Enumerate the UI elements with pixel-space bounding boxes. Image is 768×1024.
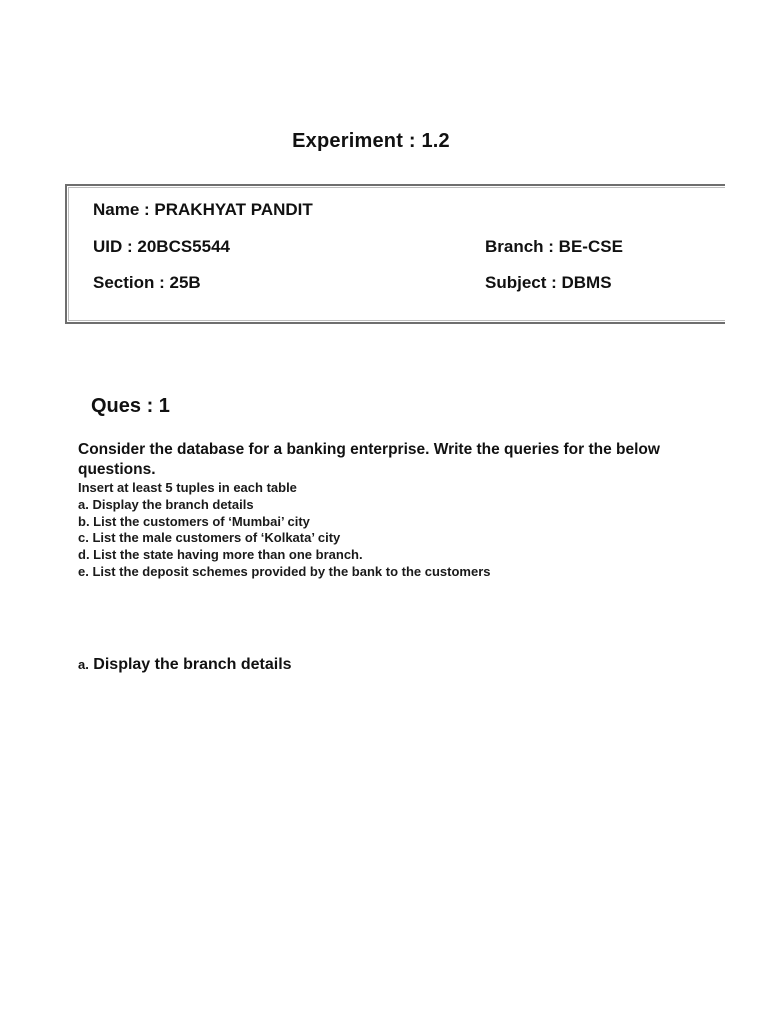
answer-subheading-prefix: a. bbox=[78, 657, 89, 672]
list-item: a. Display the branch details bbox=[78, 496, 254, 512]
list-item: d. List the state having more than one branch. bbox=[78, 547, 363, 563]
student-section: Section : 25B bbox=[93, 273, 201, 292]
list-item: c. List the male customers of ‘Kolkata’ city bbox=[78, 530, 341, 546]
list-item: Insert at least 5 tuples in each table bbox=[78, 480, 297, 495]
list-item: b. List the customers of ‘Mumbai’ city bbox=[78, 513, 310, 529]
student-info-box bbox=[65, 184, 725, 324]
student-branch: Branch : BE-CSE bbox=[485, 237, 623, 256]
question-list bbox=[78, 480, 688, 581]
answer-subheading-text: Display the branch details bbox=[88, 656, 292, 673]
answer-subheading bbox=[78, 656, 292, 674]
student-name: Name : PRAKHYAT PANDIT bbox=[93, 200, 313, 219]
student-uid: UID : 20BCS5544 bbox=[93, 237, 231, 256]
question-intro: Consider the database for a banking enterprise. Write the queries for the below questions. bbox=[78, 441, 660, 478]
question-heading: Ques : 1 bbox=[91, 395, 170, 417]
experiment-title: Experiment : 1.2 bbox=[292, 130, 450, 152]
student-subject: Subject : DBMS bbox=[485, 273, 612, 292]
list-item: e. List the deposit schemes provided by the bank to the customers bbox=[78, 563, 491, 579]
